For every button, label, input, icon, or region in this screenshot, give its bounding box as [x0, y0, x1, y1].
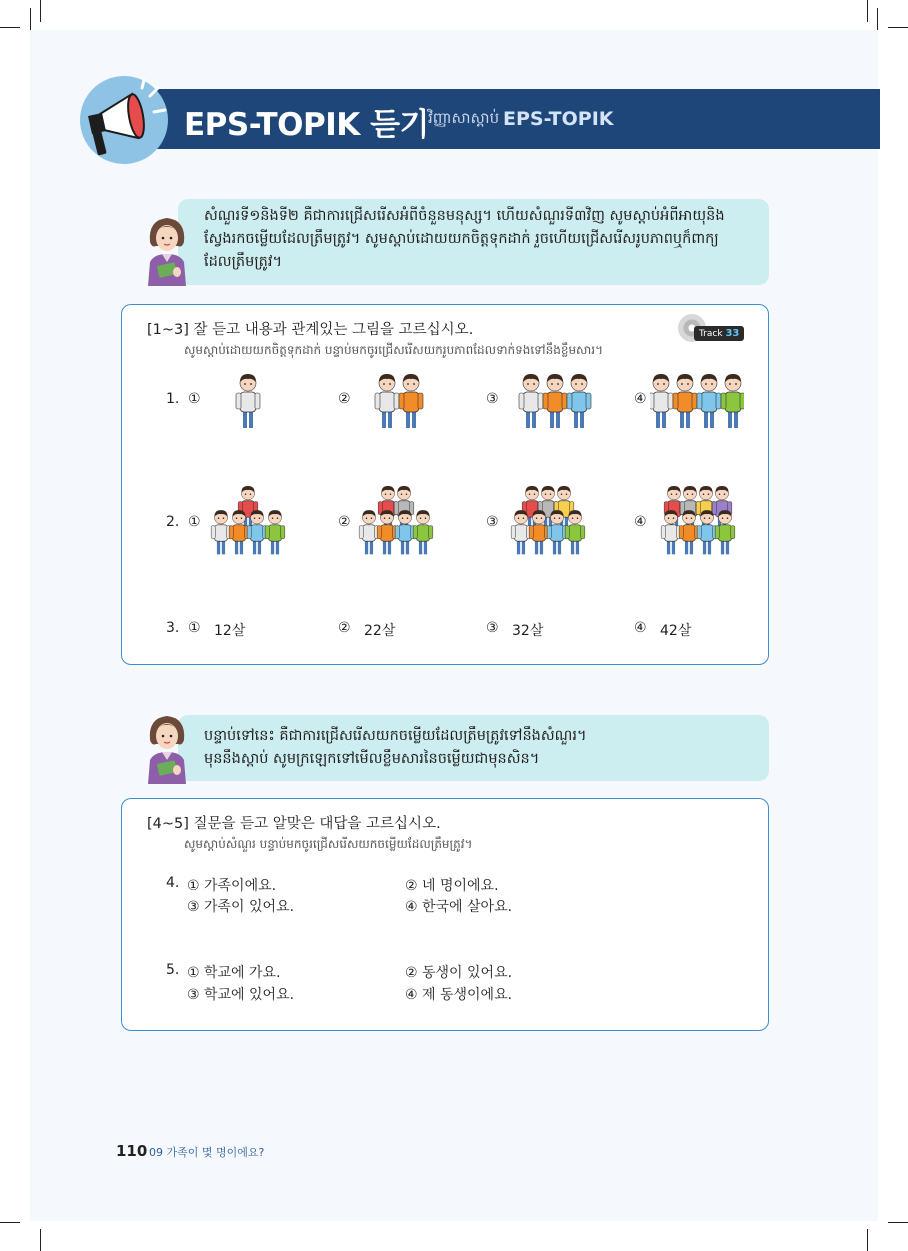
track-number: 33	[725, 328, 740, 339]
chapter-title: 09 가족이 몇 명이에요?	[149, 1146, 265, 1159]
option-marker[interactable]: ①	[188, 391, 201, 407]
option-marker[interactable]: ①	[188, 620, 201, 636]
people-illustration[interactable]	[650, 370, 744, 432]
crop-mark	[40, 1229, 41, 1251]
person-figure	[673, 374, 697, 428]
crop-mark	[30, 8, 31, 30]
person-figure	[543, 374, 567, 428]
crop-mark	[867, 1229, 868, 1251]
page-subtitle-khmer: វិញ្ញាសាស្តាប់	[428, 109, 500, 127]
person-figure	[236, 374, 260, 428]
bubble-line: សំណួរទី១និងទី២ គឺជាការជ្រើសរើសអំពីចំនួនមនុស្ស។ ហើយសំណួរទី៣វិញ សូមស្ដាប់អំពីអាយុនិង	[204, 208, 725, 224]
option-marker[interactable]: ③	[486, 391, 499, 407]
person-figure	[697, 510, 717, 554]
bubble-line: ដែលត្រឹមត្រូវ។	[204, 254, 283, 270]
answer-option[interactable]: ④ 한국에 살아요.	[405, 899, 513, 915]
track-label: Track 33	[694, 326, 744, 341]
option-marker[interactable]: ④	[634, 620, 647, 636]
question-number: 5.	[166, 962, 180, 978]
option-marker[interactable]: ④	[634, 391, 647, 407]
bubble-line: មុននឹងស្ដាប់ សូមក្រឡេកទៅមើលខ្លឹមសារនៃចម្លើយជាមុនសិន។	[204, 751, 540, 767]
page-title: EPS-TOPIK 듣기	[184, 107, 429, 143]
option-marker[interactable]: ①	[188, 514, 201, 530]
person-figure	[697, 374, 721, 428]
person-figure	[519, 374, 543, 428]
option-text[interactable]: 32살	[512, 623, 544, 639]
people-illustration[interactable]	[356, 484, 436, 558]
people-illustration[interactable]	[230, 370, 266, 432]
person-figure	[265, 510, 285, 554]
answer-option[interactable]: ① 가족이에요.	[187, 878, 277, 894]
option-text[interactable]: 42살	[660, 623, 692, 639]
crop-mark	[40, 0, 41, 22]
person-figure	[413, 510, 433, 554]
answer-option[interactable]: ③ 학교에 있어요.	[187, 987, 295, 1003]
person-figure	[567, 374, 591, 428]
person-figure	[650, 374, 673, 428]
option-marker[interactable]: ②	[338, 391, 351, 407]
people-illustration[interactable]	[656, 484, 740, 558]
person-figure	[375, 374, 399, 428]
section1-instruction: [1~3] 잘 듣고 내용과 관계있는 그림을 고르십시오.	[147, 322, 474, 338]
question-number: 1.	[166, 391, 180, 407]
person-figure	[712, 486, 732, 530]
megaphone-icon	[80, 76, 168, 164]
answer-option[interactable]: ① 학교에 가요.	[187, 965, 281, 981]
person-figure	[359, 510, 379, 554]
question-number: 4.	[166, 875, 180, 891]
question-number: 3.	[166, 620, 180, 636]
people-illustration[interactable]	[374, 370, 424, 432]
page-subtitle-brand: EPS-TOPIK	[503, 108, 614, 130]
teacher-avatar	[144, 212, 190, 286]
section1-instruction-khmer: សូមស្ដាប់ដោយយកចិត្តទុកដាក់ បន្ទាប់មកចូរជ្រើសរើសយករូបភាពដែលទាក់ទងទៅនឹងខ្លឹមសារ។	[184, 343, 604, 357]
person-figure	[211, 510, 231, 554]
speech-bubble	[178, 715, 769, 781]
crop-mark	[888, 27, 908, 28]
section2-instruction: [4~5] 질문을 듣고 알맞은 대답을 고르십시오.	[147, 816, 441, 832]
person-figure	[721, 374, 744, 428]
option-text[interactable]: 22살	[364, 623, 396, 639]
person-figure	[679, 510, 699, 554]
person-figure	[377, 510, 397, 554]
person-figure	[395, 510, 415, 554]
crop-mark	[888, 1222, 908, 1223]
page-number: 110	[116, 1142, 148, 1160]
option-marker[interactable]: ②	[338, 514, 351, 530]
people-illustration[interactable]	[508, 484, 588, 558]
option-marker[interactable]: ③	[486, 620, 499, 636]
answer-option[interactable]: ④ 제 동생이에요.	[405, 987, 513, 1003]
crop-mark	[877, 8, 878, 30]
person-figure	[399, 374, 423, 428]
bubble-line: បន្ទាប់ទៅនេះ គឺជាការជ្រើសរើសយកចម្លើយដែលត្រឹមត្រូវទៅនឹងសំណួរ។	[204, 728, 587, 744]
bubble-line: ស្វែងរកចម្លើយដែលត្រឹមត្រូវ។ សូមស្ដាប់ដោយយកចិត្តទុកដាក់ រួចហើយជ្រើសរើសរូបភាពឬក៏ពាក្យ	[204, 231, 719, 247]
answer-option[interactable]: ② 네 명이에요.	[405, 878, 499, 894]
speech-bubble	[178, 199, 769, 285]
crop-mark	[0, 27, 20, 28]
answer-option[interactable]: ③ 가족이 있어요.	[187, 899, 295, 915]
option-marker[interactable]: ④	[634, 514, 647, 530]
answer-option[interactable]: ② 동생이 있어요.	[405, 965, 513, 981]
people-illustration[interactable]	[518, 370, 592, 432]
crop-mark	[0, 1222, 20, 1223]
option-marker[interactable]: ②	[338, 620, 351, 636]
crop-mark	[867, 0, 868, 22]
people-illustration[interactable]	[208, 484, 288, 558]
option-text[interactable]: 12살	[214, 623, 246, 639]
option-marker[interactable]: ③	[486, 514, 499, 530]
question-number: 2.	[166, 514, 180, 530]
teacher-avatar	[144, 710, 190, 784]
track-button[interactable]	[678, 314, 742, 344]
section2-instruction-khmer: សូមស្ដាប់សំណួរ បន្ទាប់មកចូរជ្រើសរើសយកចម្លើយដែលត្រឹមត្រូវ។	[184, 837, 473, 851]
